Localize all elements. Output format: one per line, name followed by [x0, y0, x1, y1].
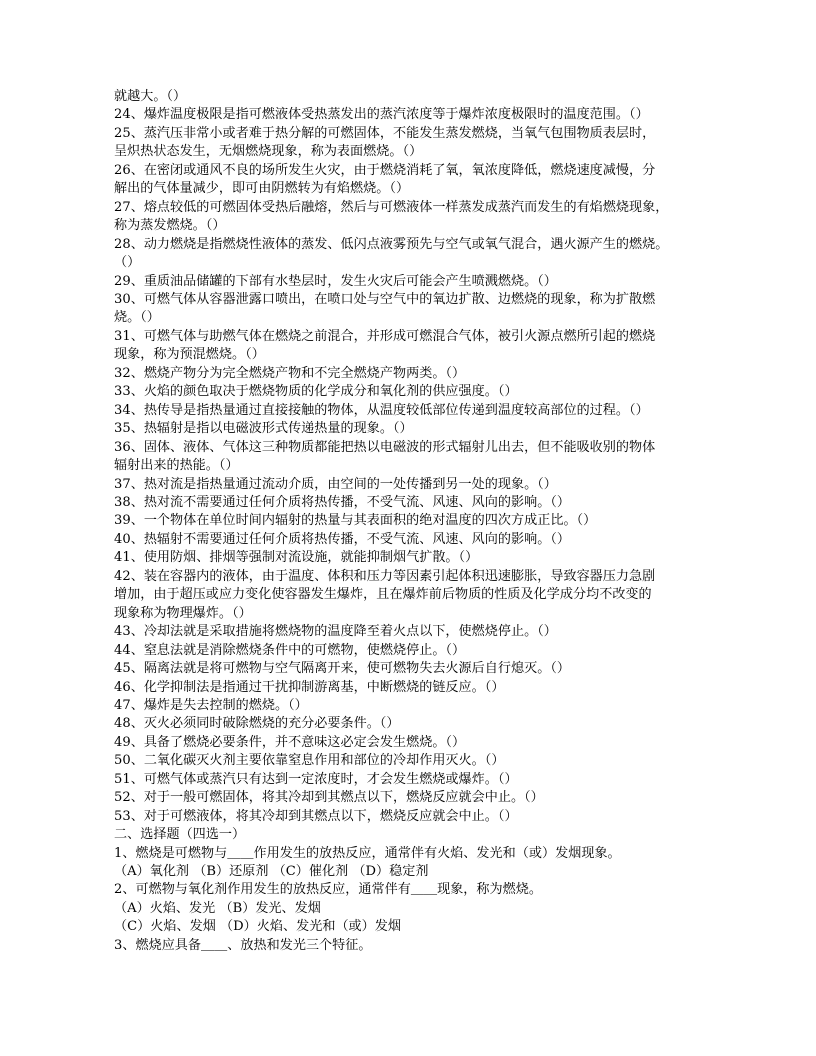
text-line: 增加，由于超压或应力变化使容器发生爆炸，且在爆炸前后物质的性质及化学成分均不改变的: [114, 587, 652, 603]
text-line: 称为蒸发燃烧。（）: [114, 218, 226, 234]
text-line: 3、燃烧应具备＿＿、放热和发光三个特征。: [114, 937, 372, 953]
text-line: 28、动力燃烧是指燃烧性液体的蒸发、低闪点液雾预先与空气或氧气混合，遇火源产生的燃烧。: [114, 236, 669, 252]
text-line: 32、燃烧产物分为完全燃烧产物和不完全燃烧产物两类。（）: [114, 365, 466, 381]
text-line: 35、热辐射是指以电磁波形式传递热量的现象。（）: [114, 421, 413, 437]
text-line: 辐射出来的热能。（）: [114, 458, 239, 474]
text-line: 26、在密闭或通风不良的场所发生火灾，由于燃烧消耗了氧，氧浓度降低，燃烧速度减慢，分: [114, 162, 656, 178]
text-line: 42、装在容器内的液体，由于温度、体积和压力等因素引起体积迅速膨胀，导致容器压力急剧: [114, 568, 656, 584]
text-line: （）: [114, 255, 141, 271]
text-line: 2、可燃物与氧化剂作用发生的放热反应，通常伴有＿＿现象，称为燃烧。: [114, 882, 542, 898]
text-line: 37、热对流是指热量通过流动介质，由空间的一处传播到另一处的现象。（）: [114, 476, 557, 492]
text-line: 45、隔离法就是将可燃物与空气隔离开来，使可燃物失去火源后自行熄灭。（）: [114, 661, 571, 677]
text-line: 1、燃烧是可燃物与＿＿作用发生的放热反应，通常伴有火焰、发光和（或）发烟现象。: [114, 845, 621, 861]
text-line: （A）火焰、发光 （B）发光、发烟: [114, 900, 321, 916]
text-line: （C）火焰、发烟 （D）火焰、发光和（或）发烟: [114, 919, 402, 935]
text-line: 53、对于可燃液体，将其冷却到其燃点以下，燃烧反应就会中止。（）: [114, 808, 518, 824]
text-line: 48、灭火必须同时破除燃烧的充分必要条件。（）: [114, 716, 400, 732]
text-line: 46、化学抑制法是指通过干扰抑制游离基，中断燃烧的链反应。（）: [114, 679, 505, 695]
text-line: 44、窒息法就是消除燃烧条件中的可燃物，使燃烧停止。（）: [114, 642, 466, 658]
text-line: 52、对于一般可燃固体，将其冷却到其燃点以下，燃烧反应就会中止。（）: [114, 790, 544, 806]
text-line: （A）氧化剂 （B）还原剂 （C）催化剂 （D）稳定剂: [114, 864, 429, 880]
text-line: 27、熔点较低的可燃固体受热后融熔，然后与可燃液体一样蒸发成蒸汽而发生的有焰燃烧现象，: [114, 199, 669, 215]
text-line: 呈炽热状态发生，无烟燃烧现象，称为表面燃烧。（）: [114, 144, 423, 160]
text-line: 39、一个物体在单位时间内辐射的热量与其表面积的绝对温度的四次方成正比。（）: [114, 513, 597, 529]
text-line: 49、具备了燃烧必要条件，并不意味这必定会发生燃烧。（）: [114, 734, 466, 750]
text-line: 31、可燃气体与助燃气体在燃烧之前混合，并形成可燃混合气体，被引火源点燃所引起的燃烧: [114, 328, 656, 344]
text-line: 50、二氧化碳灭火剂主要依靠窒息作用和部位的冷却作用灭火。（）: [114, 753, 505, 769]
text-line: 43、冷却法就是采取措施将燃烧物的温度降至着火点以下，使燃烧停止。（）: [114, 624, 557, 640]
text-line: 烧。（）: [114, 310, 160, 326]
text-line: 33、火焰的颜色取决于燃烧物质的化学成分和氧化剂的供应强度。（）: [114, 384, 518, 400]
text-line: 二、选择题（四选一）: [114, 827, 246, 843]
text-line: 25、蒸汽压非常小或者难于热分解的可燃固体，不能发生蒸发燃烧，当氧气包围物质表层时，: [114, 125, 656, 141]
text-line: 51、可燃气体或蒸汽只有达到一定浓度时，才会发生燃烧或爆炸。（）: [114, 771, 518, 787]
text-line: 就越大。（）: [114, 89, 187, 104]
text-line: 现象，称为预混燃烧。（）: [114, 347, 265, 363]
document-body: [114, 88, 708, 955]
text-line: 24、爆炸温度极限是指可燃液体受热蒸发出的蒸汽浓度等于爆炸浓度极限时的温度范围。（）: [114, 107, 649, 123]
text-line: 47、爆炸是失去控制的燃烧。（）: [114, 697, 308, 713]
text-line: 41、使用防烟、排烟等强制对流设施，就能抑制烟气扩散。（）: [114, 550, 479, 566]
text-line: 29、重质油品储罐的下部有水垫层时，发生火灾后可能会产生喷溅燃烧。（）: [114, 273, 557, 289]
text-line: 解出的气体量减少，即可由阴燃转为有焰燃烧。（）: [114, 181, 410, 197]
text-line: 34、热传导是指热量通过直接接触的物体，从温度较低部位传递到温度较高部位的过程。（）: [114, 402, 649, 418]
text-line: 40、热辐射不需要通过任何介质将热传播，不受气流、风速、风向的影响。（）: [114, 531, 571, 547]
text-line: 30、可燃气体从容器泄露口喷出，在喷口处与空气中的氧边扩散、边燃烧的现象，称为扩散燃: [114, 291, 656, 307]
text-line: 现象称为物理爆炸。（）: [114, 605, 252, 621]
text-line: 38、热对流不需要通过任何介质将热传播，不受气流、风速、风向的影响。（）: [114, 494, 571, 510]
text-line: 36、固体、液体、气体这三种物质都能把热以电磁波的形式辐射儿出去，但不能吸收别的物体: [114, 439, 656, 455]
